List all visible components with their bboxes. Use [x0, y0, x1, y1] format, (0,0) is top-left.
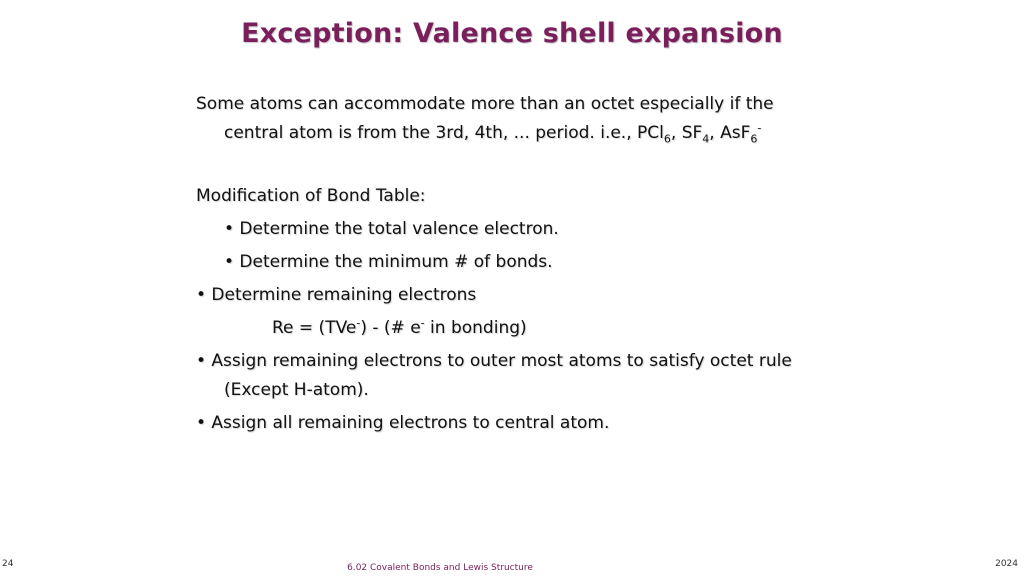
- modification-heading: Modification of Bond Table:: [196, 186, 426, 206]
- re-equation-part1: Re = (TVe: [272, 318, 357, 338]
- formula-pcl-subscript: 6: [663, 132, 671, 146]
- re-equation-part2: ) - (# e: [360, 318, 421, 338]
- formula-separator-2: ,: [709, 123, 721, 143]
- formula-pcl: PCl: [637, 123, 664, 143]
- re-equation-sup2: -: [420, 316, 425, 330]
- bullet-assign-central: • Assign all remaining electrons to central atom.: [196, 413, 610, 433]
- slide-body: [196, 90, 896, 438]
- intro-line-2: [196, 119, 896, 148]
- intro-line-1: Some atoms can accommodate more than an octet especially if the: [196, 94, 774, 114]
- bullet-remaining-electrons: • Determine remaining electrons: [196, 285, 477, 305]
- slide-title: Exception: Valence shell expansion: [241, 18, 783, 49]
- spacer: [196, 148, 896, 182]
- re-equation-part3: in bonding): [424, 318, 527, 338]
- bullet-minimum-bonds: • Determine the minimum # of bonds.: [224, 252, 553, 272]
- intro-line-2-text: central atom is from the 3rd, 4th, ... period. i.e.,: [224, 123, 638, 143]
- formula-sf-subscript: 4: [702, 132, 710, 146]
- re-equation: [196, 314, 896, 343]
- footer-year: 2024: [995, 559, 1018, 569]
- formula-asf: AsF: [720, 123, 751, 143]
- footer-course-title: 6.02 Covalent Bonds and Lewis Structure: [347, 563, 533, 573]
- formula-asf-subscript: 6: [750, 132, 758, 146]
- formula-separator-1: ,: [670, 123, 682, 143]
- bullet-assign-outer: • Assign remaining electrons to outer most atoms to satisfy octet rule: [196, 351, 792, 371]
- bullet-total-valence: • Determine the total valence electron.: [224, 219, 559, 239]
- formula-sf: SF: [681, 123, 703, 143]
- re-equation-sup1: -: [356, 316, 361, 330]
- bullet-assign-outer-continued: (Except H-atom).: [224, 380, 369, 400]
- formula-asf-charge: -: [757, 121, 762, 135]
- page-number: 24: [2, 559, 14, 569]
